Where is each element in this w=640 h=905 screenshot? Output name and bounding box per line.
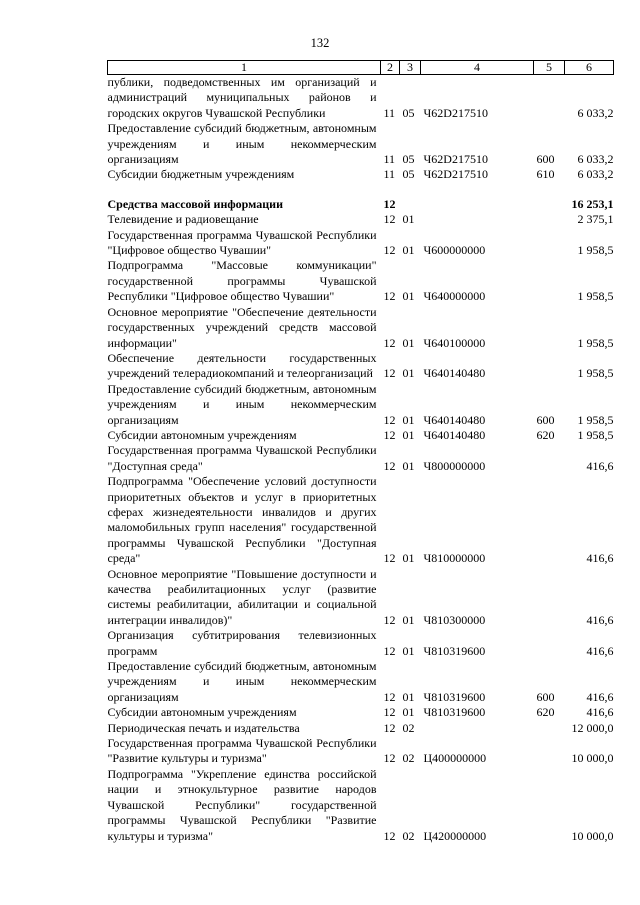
item-name: Предоставление субсидий бюджетным, автономным учреждениям и иным некоммерческим организациям [107, 121, 377, 167]
expense-type-code [534, 474, 565, 566]
target-article-code: Ч810000000 [423, 551, 486, 566]
amount: 16 253,1 [571, 196, 614, 211]
section-code: 12 [383, 335, 396, 350]
target-article-code [421, 197, 534, 212]
section-code: 12 [383, 212, 396, 227]
table-row [108, 736, 614, 767]
target-article-code: Ч640140480 [423, 427, 486, 442]
target-article-code: Ч62D217510 [423, 105, 488, 120]
table-row [108, 228, 614, 259]
amount: 1 958,5 [577, 366, 614, 381]
page-number: 132 [310, 36, 330, 50]
expense-type-code: 600 [536, 689, 555, 704]
expense-type-code: 610 [536, 167, 555, 182]
subsection-code: 01 [402, 335, 415, 350]
item-name: Периодическая печать и издательства [107, 720, 300, 735]
table-row [108, 167, 614, 182]
expense-type-code [534, 197, 565, 212]
subsection-code: 02 [402, 751, 415, 766]
subsection-code [400, 197, 421, 212]
expense-type-code: 600 [536, 152, 555, 167]
target-article-code: Ч600000000 [423, 243, 486, 258]
target-article-code: Ч640140480 [423, 366, 486, 381]
section-code: 12 [383, 458, 396, 473]
expense-type-code: 600 [536, 412, 555, 427]
section-code: 12 [383, 705, 396, 720]
amount: 416,6 [586, 612, 614, 627]
section-code: 12 [383, 196, 396, 211]
spacer-cell [108, 183, 614, 197]
subsection-code: 01 [402, 643, 415, 658]
section-code: 12 [383, 751, 396, 766]
item-name: Основное мероприятие "Обеспечение деятельности государственных учреждений средств массовой информации" [107, 304, 377, 350]
section-code: 11 [383, 152, 396, 167]
target-article-code: Ч810319600 [423, 705, 486, 720]
table-row [108, 474, 614, 566]
subsection-code: 01 [402, 427, 415, 442]
table-row [108, 443, 614, 474]
target-article-code: Ч810319600 [423, 643, 486, 658]
target-article-code: Ц400000000 [423, 751, 487, 766]
expense-type-code [534, 443, 565, 474]
table-header-row [108, 61, 614, 75]
table-row [108, 258, 614, 304]
target-article-code: Ч810319600 [423, 689, 486, 704]
expense-type-code [534, 75, 565, 122]
expense-type-code [534, 212, 565, 227]
table-row [108, 121, 614, 167]
section-code: 12 [383, 643, 396, 658]
item-name: Субсидии бюджетным учреждениям [107, 167, 295, 182]
item-name: Подпрограмма "Массовые коммуникации" государственной программы Чувашской Республики "Цифровое общество Чувашии" [107, 258, 377, 304]
expense-type-code [534, 628, 565, 659]
target-article-code: Ч640000000 [423, 289, 486, 304]
subsection-code: 05 [402, 105, 415, 120]
table-row [108, 428, 614, 443]
subsection-code: 01 [402, 366, 415, 381]
amount: 6 033,2 [577, 167, 614, 182]
item-name: Предоставление субсидий бюджетным, автономным учреждениям и иным некоммерческим организациям [107, 381, 377, 427]
amount: 12 000,0 [571, 720, 614, 735]
amount: 10 000,0 [571, 751, 614, 766]
subsection-code: 01 [402, 705, 415, 720]
item-name: Обеспечение деятельности государственных учреждений телерадиокомпаний и телеорганизаций [107, 350, 377, 381]
amount: 416,6 [586, 458, 614, 473]
target-article-code: Ч800000000 [423, 458, 486, 473]
subsection-code: 05 [402, 167, 415, 182]
item-name: Предоставление субсидий бюджетным, автономным учреждениям и иным некоммерческим организациям [107, 659, 377, 704]
subsection-code: 01 [402, 243, 415, 258]
subsection-code: 01 [402, 458, 415, 473]
target-article-code: Ч640100000 [423, 335, 486, 350]
item-name: Основное мероприятие "Повышение доступности и качества реабилитационных услуг (развитие системы реабилитации, абилитации и социальной интеграции инвалидов)" [107, 566, 377, 627]
item-name: Субсидии автономным учреждениям [107, 705, 297, 720]
table-row [108, 212, 614, 227]
column-header: 2 [381, 61, 400, 75]
expense-type-code [534, 721, 565, 736]
expense-type-code [534, 351, 565, 382]
column-header: 5 [534, 61, 565, 75]
section-code: 12 [383, 689, 396, 704]
item-name: Государственная программа Чувашской Республики "Цифровое общество Чувашии" [107, 227, 377, 258]
expense-type-code: 620 [536, 705, 555, 720]
table-row [108, 305, 614, 351]
subsection-code: 01 [402, 689, 415, 704]
table-row [108, 659, 614, 705]
item-name: Подпрограмма "Обеспечение условий доступности приоритетных объектов и услуг в приоритетных сферах жизнедеятельности инвалидов и других маломобильных групп населения" государственной программы Чувашской Республики "Доступная среда" [107, 474, 377, 566]
table-row [108, 351, 614, 382]
item-name: Субсидии автономным учреждениям [107, 427, 297, 442]
amount: 1 958,5 [577, 412, 614, 427]
item-name: публики, подведомственных им организаций и администраций муниципальных районов и городских округов Чувашской Республики [107, 75, 377, 120]
item-name: Подпрограмма "Укрепление единства российской нации и этнокультурное развитие народов Чувашской Республики" государственной программы Чувашской Республики "Развитие культуры и туризма" [107, 766, 377, 843]
subsection-code: 01 [402, 551, 415, 566]
subsection-code: 01 [402, 212, 415, 227]
table-row [108, 705, 614, 720]
subsection-code: 01 [402, 612, 415, 627]
spacer-row [108, 183, 614, 197]
expense-type-code [534, 567, 565, 629]
subsection-code: 01 [402, 289, 415, 304]
amount: 416,6 [586, 689, 614, 704]
amount: 6 033,2 [577, 105, 614, 120]
section-code: 12 [383, 243, 396, 258]
target-article-code [421, 721, 534, 736]
amount: 1 958,5 [577, 243, 614, 258]
column-header: 3 [400, 61, 421, 75]
table-row [108, 197, 614, 212]
item-name: Государственная программа Чувашской Республики "Доступная среда" [107, 443, 377, 473]
amount: 10 000,0 [571, 828, 614, 843]
amount: 416,6 [586, 643, 614, 658]
section-code: 12 [383, 412, 396, 427]
budget-table-body [108, 61, 614, 844]
section-code: 12 [383, 427, 396, 442]
table-row [108, 567, 614, 629]
budget-table [107, 60, 614, 844]
column-header: 1 [108, 61, 381, 75]
amount: 416,6 [586, 705, 614, 720]
expense-type-code [534, 258, 565, 304]
amount: 6 033,2 [577, 152, 614, 167]
target-article-code: Ч810300000 [423, 612, 486, 627]
table-row [108, 767, 614, 844]
table-row [108, 382, 614, 428]
item-name: Организация субтитрирования телевизионных программ [107, 628, 377, 658]
item-name: Государственная программа Чувашской Республики "Развитие культуры и туризма" [107, 736, 377, 766]
table-row [108, 628, 614, 659]
amount: 416,6 [586, 551, 614, 566]
amount: 1 958,5 [577, 289, 614, 304]
subsection-code: 02 [402, 828, 415, 843]
amount: 2 375,1 [577, 212, 614, 227]
section-code: 11 [383, 167, 396, 182]
column-header: 4 [421, 61, 534, 75]
section-code: 12 [383, 366, 396, 381]
target-article-code: Ч640140480 [423, 412, 486, 427]
amount: 1 958,5 [577, 335, 614, 350]
expense-type-code [534, 767, 565, 844]
column-header: 6 [565, 61, 614, 75]
subsection-code: 05 [402, 152, 415, 167]
expense-type-code [534, 228, 565, 259]
item-name: Телевидение и радиовещание [107, 212, 259, 227]
section-code: 12 [383, 828, 396, 843]
expense-type-code [534, 736, 565, 767]
section-code: 11 [383, 105, 396, 120]
item-name: Средства массовой информации [107, 196, 283, 211]
subsection-code: 02 [402, 720, 415, 735]
target-article-code: Ц420000000 [423, 828, 487, 843]
target-article-code: Ч62D217510 [423, 152, 488, 167]
section-code: 12 [383, 612, 396, 627]
expense-type-code: 620 [536, 427, 555, 442]
target-article-code: Ч62D217510 [423, 167, 488, 182]
section-code: 12 [383, 720, 396, 735]
subsection-code: 01 [402, 412, 415, 427]
table-row [108, 721, 614, 736]
expense-type-code [534, 305, 565, 351]
section-code: 12 [383, 289, 396, 304]
target-article-code [421, 212, 534, 227]
section-code: 12 [383, 551, 396, 566]
amount: 1 958,5 [577, 427, 614, 442]
table-row [108, 75, 614, 122]
